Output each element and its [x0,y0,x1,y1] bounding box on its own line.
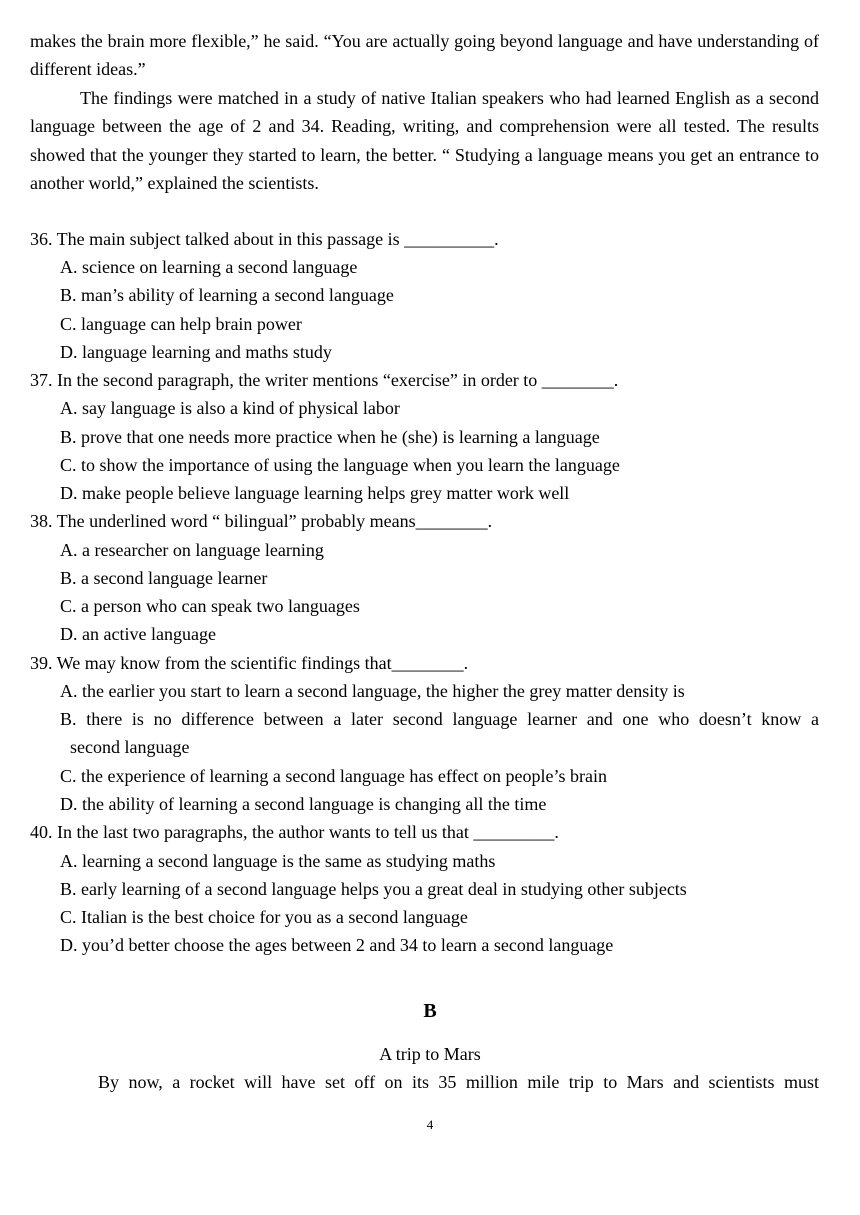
question-40-option-d: D. you’d better choose the ages between 2 and 34 to learn a second language [60,935,614,955]
section-heading: B [423,1000,437,1022]
question-40-option-c: C. Italian is the best choice for you as a second language [60,907,468,927]
question-39-option-b: B. there is no difference between a later second language learner and one who doesn’t know a [60,709,819,729]
question-38-option-a: A. a researcher on language learning [60,540,324,560]
question-36-option-c: C. language can help brain power [60,314,302,334]
question-36-option-b: B. man’s ability of learning a second language [60,285,394,305]
question-39-option-a: A. the earlier you start to learn a second language, the higher the grey matter density is [60,681,685,701]
question-39-option-c: C. the experience of learning a second language has effect on people’s brain [60,766,607,786]
question-38-option-b: B. a second language learner [60,568,268,588]
page-number: 4 [426,1117,434,1132]
question-38-stem: 38. The underlined word “ bilingual” probably means________. [30,511,493,531]
question-39-option-d: D. the ability of learning a second language is changing all the time [60,794,547,814]
question-39-stem: 39. We may know from the scientific findings that________. [30,653,469,673]
question-38-option-c: C. a person who can speak two languages [60,596,360,616]
question-37-option-c: C. to show the importance of using the language when you learn the language [60,455,620,475]
question-36-option-a: A. science on learning a second language [60,257,358,277]
passage-b-first-line: By now, a rocket will have set off on its 35 million mile trip to Mars and scientists must [98,1072,819,1092]
question-40-option-a: A. learning a second language is the same as studying maths [60,851,496,871]
passage-title: A trip to Mars [379,1044,481,1064]
passage-paragraph-2: The findings were matched in a study of native Italian speakers who had learned English as a second language between the age of 2 and 34. Reading, writing, and comprehension were all tested. The results showed that the younger they started to learn, the better. “ Studying a language means you get an entrance to another world,” explained the scientists. [30,88,819,194]
question-36-stem: 36. The main subject talked about in this passage is __________. [30,229,499,249]
passage-paragraph-1: makes the brain more flexible,” he said. “You are actually going beyond language and have understanding of different ideas.” [30,31,819,80]
question-37-option-d: D. make people believe language learning helps grey matter work well [60,483,570,503]
question-40-stem: 40. In the last two paragraphs, the author wants to tell us that _________. [30,822,559,842]
question-36-option-d: D. language learning and maths study [60,342,332,362]
question-37-option-a: A. say language is also a kind of physical labor [60,398,400,418]
question-37-stem: 37. In the second paragraph, the writer mentions “exercise” in order to ________. [30,370,619,390]
question-40-option-b: B. early learning of a second language helps you a great deal in studying other subjects [60,879,687,899]
question-38-option-d: D. an active language [60,624,216,644]
question-39-option-b-continued: second language [70,737,190,757]
question-37-option-b: B. prove that one needs more practice when he (she) is learning a language [60,427,600,447]
